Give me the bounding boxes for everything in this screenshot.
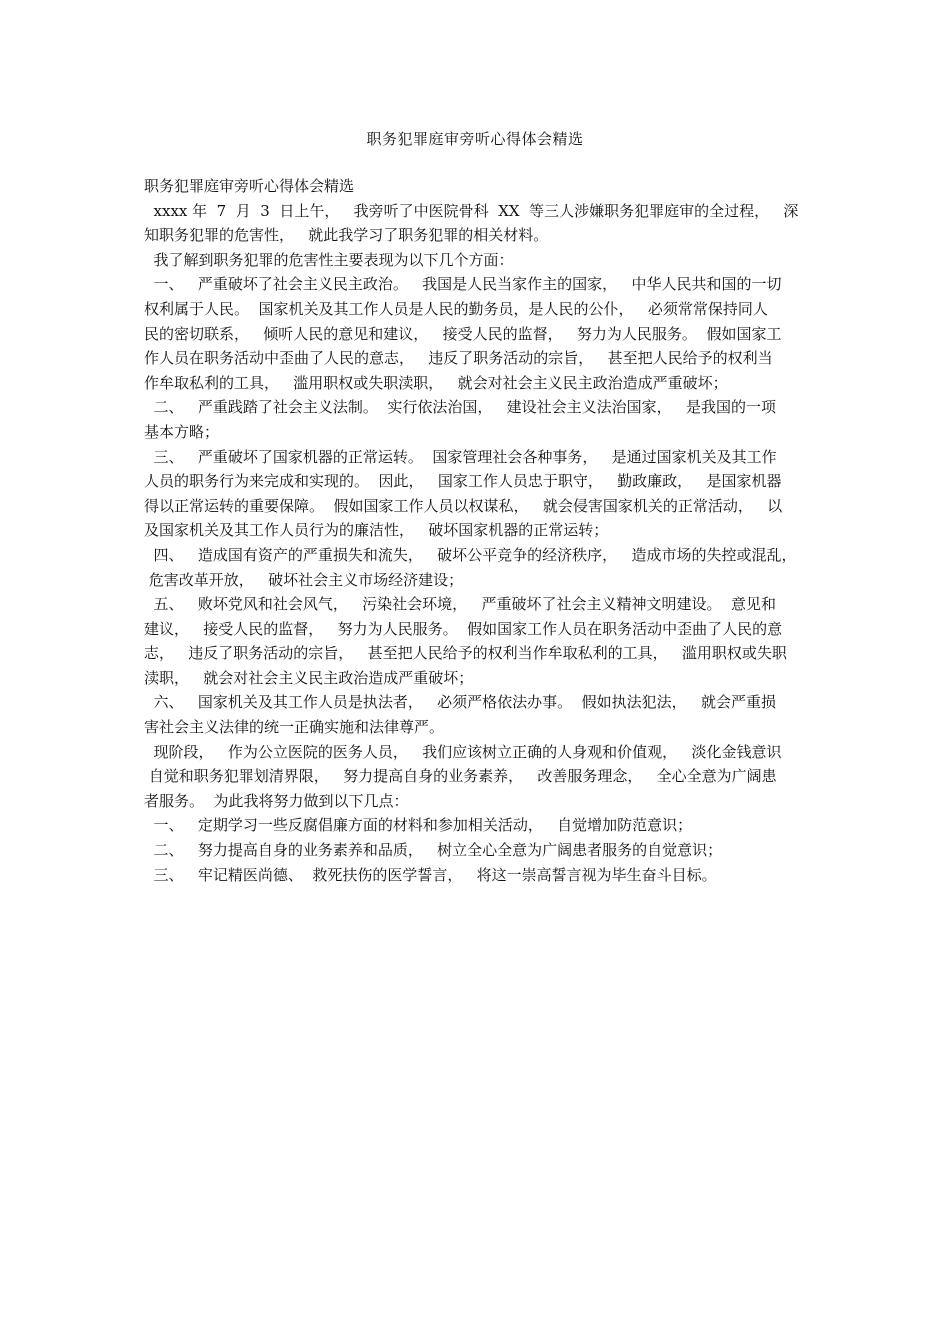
text-line: 自觉和职务犯罪划清界限， 努力提高自身的业务素养， 改善服务理念， 全心全意为广阔患 bbox=[144, 767, 777, 786]
text-line: 一、 严重破坏了社会主义民主政治。 我国是人民当家作主的国家， 中华人民共和国的一切 bbox=[144, 275, 782, 294]
text-line: 二、 严重践踏了社会主义法制。 实行依法治国， 建设社会主义法治国家， 是我国的一项 bbox=[144, 398, 776, 417]
text-line: 五、 败坏党风和社会风气， 污染社会环境， 严重破坏了社会主义精神文明建设。 意见和 bbox=[144, 595, 776, 614]
document-body bbox=[144, 174, 824, 887]
text-line: 现阶段， 作为公立医院的医务人员， 我们应该树立正确的人身观和价值观， 淡化金钱意识 bbox=[144, 742, 782, 761]
text-line: 三、 严重破坏了国家机器的正常运转。 国家管理社会各种事务， 是通过国家机关及其工作 bbox=[144, 447, 777, 466]
text-line: 志， 违反了职务活动的宗旨， 甚至把人民给予的权利当作牟取私利的工具， 滥用职权或失职 bbox=[144, 644, 787, 663]
text-line: 得以正常运转的重要保障。 假如国家工作人员以权谋私， 就会侵害国家机关的正常活动， 以 bbox=[144, 496, 783, 515]
text-line: 基本方略； bbox=[144, 422, 220, 441]
text-line: 害社会主义法律的统一正确实施和法律尊严。 bbox=[144, 718, 445, 737]
text-line: 及国家机关及其工作人员行为的廉洁性， 破坏国家机器的正常运转； bbox=[144, 521, 609, 540]
text-line: 作人员在职务活动中歪曲了人民的意志， 违反了职务活动的宗旨， 甚至把人民给予的权利当 bbox=[144, 349, 773, 368]
text-line: 作牟取私利的工具， 滥用职权或失职渎职， 就会对社会主义民主政治造成严重破坏； bbox=[144, 373, 728, 392]
text-line: 二、 努力提高自身的业务素养和品质， 树立全心全意为广阔患者服务的自觉意识； bbox=[144, 841, 723, 860]
text-line: 民的密切联系， 倾听人民的意见和建议， 接受人民的监督， 努力为人民服务。 假如国家工 bbox=[144, 324, 782, 343]
text-line: 四、 造成国有资产的严重损失和流失， 破坏公平竞争的经济秩序， 造成市场的失控或混乱， bbox=[144, 545, 797, 564]
text-line: 渎职， 就会对社会主义民主政治造成严重破坏； bbox=[144, 668, 474, 687]
text-line: 知职务犯罪的危害性， 就此我学习了职务犯罪的相关材料。 bbox=[144, 226, 549, 245]
body-heading: 职务犯罪庭审旁听心得体会精选 bbox=[144, 177, 355, 195]
text-line: 权利属于人民。 国家机关及其工作人员是人民的勤务员，是人民的公仆， 必须常常保持同人 bbox=[144, 299, 768, 318]
text-line: 危害改革开放， 破坏社会主义市场经济建设； bbox=[144, 570, 464, 589]
text-line: 我了解到职务犯罪的危害性主要表现为以下几个方面： bbox=[144, 250, 514, 269]
text-line: 六、 国家机关及其工作人员是执法者， 必须严格依法办事。 假如执法犯法， 就会严重损 bbox=[144, 693, 776, 712]
text-line: 建议， 接受人民的监督， 努力为人民服务。 假如国家工作人员在职务活动中歪曲了人民的意 bbox=[144, 619, 783, 638]
text-line: 者服务。 为此我将努力做到以下几点： bbox=[144, 791, 409, 810]
text-line: 一、 定期学习一些反腐倡廉方面的材料和参加相关活动， 自觉增加防范意识； bbox=[144, 816, 693, 835]
text-line: 人员的职务行为来完成和实现的。 因此， 国家工作人员忠于职守， 勤政廉政， 是国家机器 bbox=[144, 472, 782, 491]
text-line: 三、 牢记精医尚德、 救死扶伤的医学誓言， 将这一崇高誓言视为毕生奋斗目标。 bbox=[144, 865, 717, 884]
text-line: xxxx 年 7 月 3 日上午， 我旁听了中医院骨科 XX 等三人涉嫌职务犯罪庭审的全过程， 深 bbox=[144, 201, 799, 220]
document-title: 职务犯罪庭审旁听心得体会精选 bbox=[366, 130, 584, 148]
